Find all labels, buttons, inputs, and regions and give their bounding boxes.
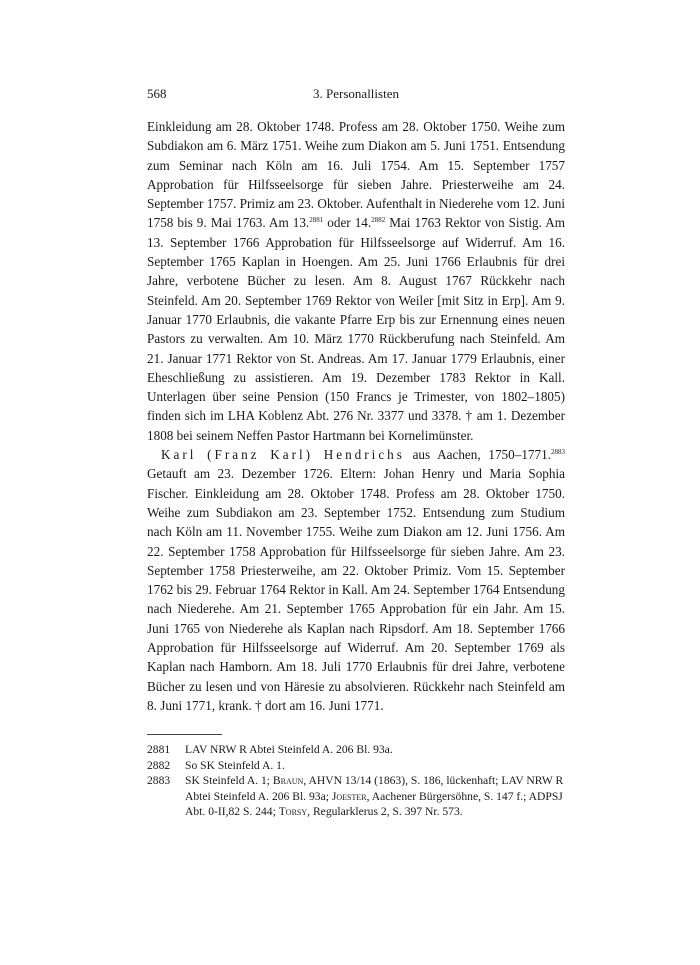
text-run: , Regularklerus 2, S. 397 Nr. 573. [307, 805, 463, 819]
footnote-ref-2882[interactable]: 2882 [371, 216, 386, 225]
page-number: 568 [147, 86, 167, 101]
text-run: , AHVN 13/14 (1863), S. 186, lückenhaft; LAV NRW R Abtei Steinfeld A. 206 Bl. 93a; [185, 774, 564, 803]
text-run: Mai 1763 Rektor von Sistig. Am 13. September 1766 Approbation für Hilfsseelsorge auf Widerruf. Am 16. September 1765 Kaplan in Hoengen. Am 25. Juni 1766 Erlaubnis für drei Jahre, verbotene Bücher zu lesen. Am 8. August 1767 Rückkehr nach Steinfeld. Am 20. September 1769 Rektor von Weiler [mit Sitz in Erp]. Am 9. Januar 1770 Erlaubnis, die vakante Pfarre Erp bis zur Ernennung eines neuen Pastors zu verwalten. Am 10. März 1770 Rückberufung nach Steinfeld. Am 21. Januar 1771 Rektor von St. Andreas. Am 17. Januar 1779 Erlaubnis, einer Eheschließung zu assistieren. Am 19. Dezember 1783 Rektor in Kall. Unterlagen über seine Pension (150 Francs je Trimester, von 1802–1805) finden sich im LHA Koblenz Abt. 276 Nr. 3377 und 3378. † am 1. Dezember 1808 bei seinem Neffen Pastor Hartmann bei Kornelimünster. [147, 215, 566, 443]
footnote-2883 [147, 773, 565, 820]
footnote-separator [147, 734, 222, 735]
footnote-ref-2881[interactable]: 2881 [309, 216, 324, 225]
text-run: oder 14. [323, 215, 372, 231]
page-header [147, 86, 565, 104]
footnote-text: LAV NRW R Abtei Steinfeld A. 206 Bl. 93a. [185, 743, 393, 756]
footnote-2882 [147, 758, 565, 774]
paragraph-entry-continued [147, 117, 565, 445]
footnote-text [185, 774, 563, 818]
footnote-2881 [147, 742, 565, 758]
footnote-text: So SK Steinfeld A. 1. [185, 758, 285, 772]
main-text [147, 117, 565, 715]
author-name: Joester [331, 789, 367, 803]
footnotes [147, 742, 565, 820]
footnote-ref-2883[interactable]: 2883 [551, 448, 565, 457]
author-name: Braun [272, 774, 304, 788]
text-run: Einkleidung am 28. Oktober 1748. Profess am 28. Oktober 1750. Weihe zum Subdiakon am 6. März 1751. Weihe zum Diakon am 5. Juni 1751. Entsendung zum Seminar nach Köln am 16. Juli 1754. Am 15. September 1757 Approbation für Hilfsseelsorge für sieben Jahre. Priesterweihe am 24. September 1757. Primiz am 23. Oktober. Aufenthalt in Niederehe vom 12. Juni 1758 bis 9. Mai 1763. Am 13. [147, 119, 565, 231]
footnote-number: 2881 [147, 743, 171, 756]
text-run: , Aachener Bürgersöhne, S. 147 f.; ADPSJ Abt. 0-II,82 S. 244; [185, 789, 563, 819]
text-run: SK Steinfeld A. 1; [185, 774, 273, 788]
footnote-number: 2882 [147, 758, 171, 772]
person-name: Karl (Franz Karl) Hendrichs [161, 447, 405, 463]
author-name: Torsy [278, 805, 308, 819]
text-run: Getauft am 23. Dezember 1726. Eltern: Johan Henry und Maria Sophia Fischer. Einkleidung am 28. Oktober 1748. Profess am 28. Oktober 1750. Weihe zum Subdiakon am 23. September 1752. Entsendung zum Studium nach Köln am 11. November 1755. Weihe zum Diakon am 12. Juni 1756. Am 22. September 1758 Approbation für Hilfsseelsorge für sieben Jahre. Am 23. September 1758 Priesterweihe, am 22. Oktober Primiz. Vom 15. September 1762 bis 29. Februar 1764 Rektor in Kall. Am 24. September 1764 Entsendung nach Niederehe. Am 21. September 1765 Approbation für ein Jahr. Am 15. Juni 1765 von Niederehe als Kaplan nach Ripsdorf. Am 18. September 1766 Approbation für Hilfsseelsorge auf Widerruf. Am 20. September 1769 als Kaplan nach Hamborn. Am 18. Juli 1770 Erlaubnis für drei Jahre, verbotene Bücher zu lesen und von Häresie zu absolvieren. Rückkehr nach Steinfeld am 8. Juni 1771, krank. † dort am 16. Juni 1771. [147, 466, 565, 713]
running-head: 3. Personallisten [313, 86, 399, 101]
footnote-number: 2883 [147, 774, 171, 788]
paragraph-entry-hendrichs [147, 445, 565, 715]
text-run: aus Aachen, 1750–1771. [404, 447, 551, 463]
